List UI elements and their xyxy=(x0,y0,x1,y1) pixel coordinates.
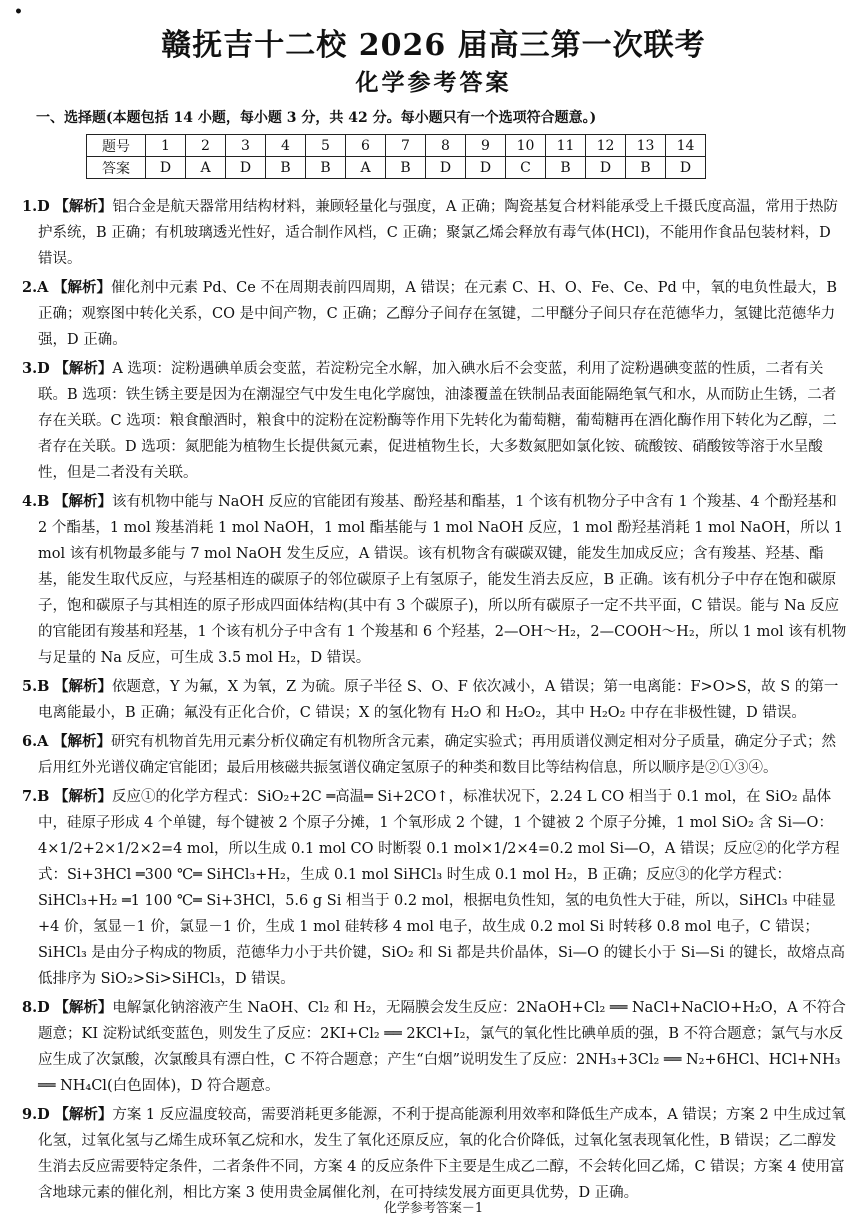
question-number: 8 xyxy=(426,135,466,157)
analysis-tag: 【解析】 xyxy=(54,678,113,695)
item-answer: 9.D xyxy=(22,1106,50,1123)
analysis-tag: 【解析】 xyxy=(54,360,113,377)
row-label-number: 题号 xyxy=(87,135,146,157)
question-number: 10 xyxy=(506,135,546,157)
answer-table-answer-row xyxy=(87,157,706,179)
answer-cell: B xyxy=(626,157,666,179)
analysis-tag: 【解析】 xyxy=(54,493,113,510)
explanation-item xyxy=(22,489,848,671)
answer-cell: D xyxy=(466,157,506,179)
question-number: 3 xyxy=(226,135,266,157)
explanation-text: 该有机物中能与 NaOH 反应的官能团有羧基、酚羟基和酯基，1 个该有机物分子中含有 1 个羧基、4 个酚羟基和 2 个酯基，1 mol 羧基消耗 1 mol NaOH，1 mol 酯基能与 1 mol NaOH 反应，1 mol 酚羟基消耗 1 mol NaOH，所以 1 mol 该有机物最多能与 7 mol NaOH 发生反应，A 错误。该有机物含有碳碳双键，能发生加成反应；含有羧基、羟基、酯基，能发生取代反应，与羟基相连的碳原子的邻位碳原子上有氢原子，能发生消去反应，B 正确。该有机分子中存在饱和碳原子，饱和碳原子与其相连的原子形成四面体结构(其中有 3 个碳原子)，所以所有碳原子一定不共平面，C 错误。能与 Na 反应的官能团有羧基和羟基，1 个该有机分子中含有 1 个羧基和 6 个羟基，2—OH～H₂，2—COOH～H₂，所以 1 mol 该有机物与足量的 Na 反应，可生成 3.5 mol H₂，D 错误。 xyxy=(38,494,847,666)
explanation-item xyxy=(22,1102,848,1206)
explanation-item xyxy=(22,356,848,486)
explanation-item xyxy=(22,995,848,1099)
analysis-tag: 【解析】 xyxy=(54,999,113,1016)
answer-cell: D xyxy=(586,157,626,179)
item-answer: 4.B xyxy=(22,493,50,510)
row-label-answer: 答案 xyxy=(87,157,146,179)
explanation-text: 电解氯化钠溶液产生 NaOH、Cl₂ 和 H₂，无隔膜会发生反应：2NaOH+Cl₂ ══ NaCl+NaClO+H₂O，A 不符合题意；KI 淀粉试纸变蓝色，则发生了反应：2KI+Cl₂ ══ 2KCl+I₂，氯气的氧化性比碘单质的强，B 不符合题意；氯气与水反应生成了次氯酸，次氯酸具有漂白性，C 不符合题意；产生“白烟”说明发生了反应：2NH₃+3Cl₂ ══ N₂+6HCl、HCl+NH₃ ══ NH₄Cl(白色固体)，D 符合题意。 xyxy=(38,1000,846,1094)
analysis-tag: 【解析】 xyxy=(53,279,111,296)
answer-cell: D xyxy=(226,157,266,179)
answer-cell: B xyxy=(306,157,346,179)
explanation-text: A 选项：淀粉遇碘单质会变蓝，若淀粉完全水解，加入碘水后不会变蓝，利用了淀粉遇碘变蓝的性质，二者有关联。B 选项：铁生锈主要是因为在潮湿空气中发生电化学腐蚀，油漆覆盖在铁制品表面能隔绝氧气和水，从而防止生锈，二者存在关联。C 选项：粮食酿酒时，粮食中的淀粉在淀粉酶等作用下先转化为葡萄糖，葡萄糖再在酒化酶作用下转化为乙醇，二者存在关联。D 选项：氮肥能为植物生长提供氮元素，促进植物生长，大多数氮肥如氯化铵、硫酸铵、硝酸铵等溶于水呈酸性，但是二者没有关联。 xyxy=(38,361,837,481)
explanation-text: 依题意，Y 为氟，X 为氧，Z 为硫。原子半径 S、O、F 依次减小，A 错误；第一电离能：F>O>S，故 S 的第一电离能最小，B 正确；氟没有正化合价，C 错误；X 的氢化物有 H₂O 和 H₂O₂，其中 H₂O₂ 中存在非极性键，D 错误。 xyxy=(38,679,839,721)
question-number: 6 xyxy=(346,135,386,157)
explanation-item xyxy=(22,784,848,992)
answer-cell: B xyxy=(546,157,586,179)
explanation-item xyxy=(22,674,848,726)
explanation-text: 催化剂中元素 Pd、Ce 不在周期表前四周期，A 错误；在元素 C、H、O、Fe、Ce、Pd 中，氧的电负性最大，B 正确；观察图中转化关系，CO 是中间产物，C 正确；乙醇分子间存在氢键，二甲醚分子间只存在范德华力，氢键比范德华力强，D 正确。 xyxy=(38,280,838,348)
item-answer: 5.B xyxy=(22,678,50,695)
question-number: 7 xyxy=(386,135,426,157)
answer-cell: D xyxy=(666,157,706,179)
explanation-item xyxy=(22,194,848,272)
question-number: 11 xyxy=(546,135,586,157)
question-number: 13 xyxy=(626,135,666,157)
analysis-tag: 【解析】 xyxy=(53,733,111,750)
question-number: 9 xyxy=(466,135,506,157)
explanations xyxy=(22,194,848,1209)
answer-cell: B xyxy=(266,157,306,179)
page-footer: 化学参考答案－1 xyxy=(383,1201,484,1216)
item-answer: 3.D xyxy=(22,360,50,377)
explanation-text: 反应①的化学方程式：SiO₂+2C ═高温═ Si+2CO↑，标准状况下，2.24 L CO 相当于 0.1 mol，在 SiO₂ 晶体中，硅原子形成 4 个单键，每个键被 2 个原子分摊，1 个氧形成 2 个键，1 个键被 2 个原子分摊，1 mol SiO₂ 含 Si—O：4×1/2+2×1/2×2=4 mol，所以生成 0.1 mol CO 时断裂 0.1 mol×1/2×4=0.2 mol Si—O，A 错误；反应②的化学方程式：Si+3HCl ═300 ℃═ SiHCl₃+H₂，生成 0.1 mol SiHCl₃ 时生成 0.1 mol H₂，B 正确；反应③的化学方程式：SiHCl₃+H₂ ═1 100 ℃═ Si+3HCl，5.6 g Si 相当于 0.2 mol，根据电负性知，氢的电负性大于硅，所以，SiHCl₃ 中硅显+4 价，氢显－1 价，氯显－1 价，生成 1 mol 硅转移 4 mol 电子，故生成 0.2 mol Si 时转移 0.8 mol 电子，C 错误；SiHCl₃ 是由分子构成的物质，范德华力小于共价键，SiO₂ 和 Si 都是共价晶体，Si—O 的键长小于 Si—Si 的键长，故熔点高低排序为 SiO₂>Si>SiHCl₃，D 错误。 xyxy=(38,789,845,987)
item-answer: 7.B xyxy=(22,788,50,805)
explanation-text: 研究有机物首先用元素分析仪确定有机物所含元素，确定实验式；再用质谱仪测定相对分子质量，确定分子式；然后用红外光谱仪确定官能团；最后用核磁共振氢谱仪确定氢原子的种类和数目比等结构信息，所以顺序是②①③④。 xyxy=(38,734,836,776)
item-answer: 6.A xyxy=(22,733,49,750)
question-number: 5 xyxy=(306,135,346,157)
question-number: 2 xyxy=(186,135,226,157)
section-heading: 一、选择题(本题包括 14 小题，每小题 3 分，共 42 分。每小题只有一个选项符合题意。) xyxy=(36,110,597,126)
explanation-text: 铝合金是航天器常用结构材料，兼顾轻量化与强度，A 正确；陶瓷基复合材料能承受上千摄氏度高温，常用于热防护系统，B 正确；有机玻璃透光性好，适合制作风档，C 正确；聚氯乙烯会释放有毒气体(HCl)，不能用作食品包装材料，D 错误。 xyxy=(38,199,838,267)
page-title: 赣抚吉十二校 2026 届高三第一次联考 xyxy=(161,28,706,63)
item-answer: 2.A xyxy=(22,279,49,296)
explanation-item xyxy=(22,275,848,353)
question-number: 14 xyxy=(666,135,706,157)
corner-mark: • xyxy=(14,4,23,20)
answer-table xyxy=(86,134,706,179)
item-answer: 8.D xyxy=(22,999,50,1016)
answer-cell: A xyxy=(186,157,226,179)
explanation-text: 方案 1 反应温度较高，需要消耗更多能源，不利于提高能源利用效率和降低生产成本，A 错误；方案 2 中生成过氧化氢，过氧化氢与乙烯生成环氧乙烷和水，发生了氧化还原反应，氧的化合价降低，过氧化氢表现氧化性，B 错误；乙二醇发生消去反应需要特定条件，二者条件不同，方案 4 的反应条件下主要是生成乙二醇，不会转化回乙烯，C 错误；方案 4 使用富含地球元素的催化剂，相比方案 3 使用贵金属催化剂，在可持续发展方面更具优势，D 正确。 xyxy=(38,1107,846,1201)
question-number: 1 xyxy=(146,135,186,157)
question-number: 4 xyxy=(266,135,306,157)
answer-cell: D xyxy=(426,157,466,179)
answer-cell: C xyxy=(506,157,546,179)
answer-cell: B xyxy=(386,157,426,179)
explanation-item xyxy=(22,729,848,781)
answer-table-number-row xyxy=(87,135,706,157)
analysis-tag: 【解析】 xyxy=(54,788,113,805)
analysis-tag: 【解析】 xyxy=(54,198,113,215)
page-subtitle: 化学参考答案 xyxy=(355,69,512,96)
question-number: 12 xyxy=(586,135,626,157)
analysis-tag: 【解析】 xyxy=(54,1106,113,1123)
answer-cell: A xyxy=(346,157,386,179)
answer-cell: D xyxy=(146,157,186,179)
item-answer: 1.D xyxy=(22,198,50,215)
